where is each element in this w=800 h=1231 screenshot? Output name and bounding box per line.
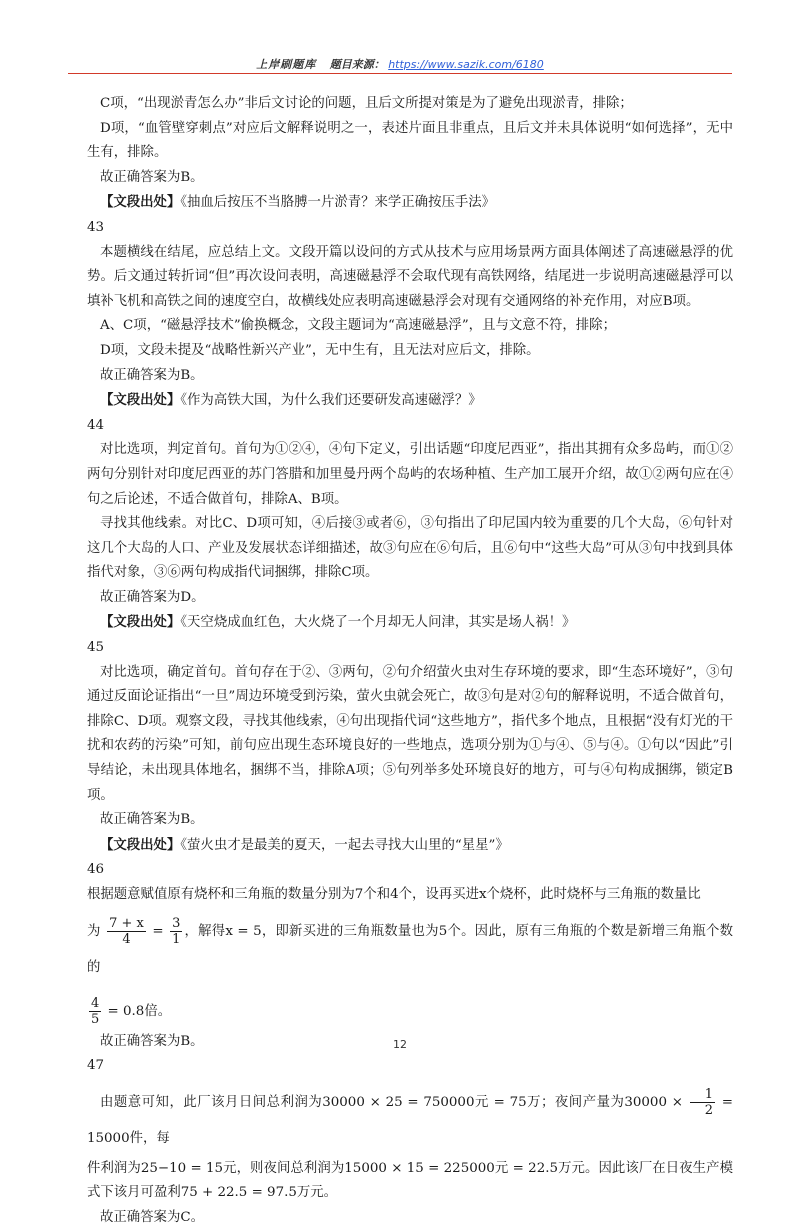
source-label: 【文段出处】 <box>100 836 181 853</box>
page-number: 12 <box>393 1038 407 1051</box>
source-label: 【文段出处】 <box>100 614 181 631</box>
fraction-numerator: 1 <box>690 1087 715 1103</box>
fraction-numerator: 7 + x <box>109 915 144 931</box>
equation-line <box>87 994 733 1030</box>
paragraph: A、C项，“磁悬浮技术”偷换概念，文段主题词为“高速磁悬浮”，且与文意不符，排除； <box>100 318 616 334</box>
source-title: 《天空烧成血红色，大火烧了一个月却无人问津，其实是场人祸！》 <box>180 615 576 631</box>
equation-line <box>87 914 733 986</box>
source-line <box>87 388 733 414</box>
question-number: 47 <box>87 1058 105 1074</box>
page-header <box>0 56 800 72</box>
fraction-denominator: 2 <box>704 1102 713 1118</box>
header-source-link[interactable]: https://www.sazik.com/6180 <box>388 58 544 71</box>
fraction <box>170 916 182 947</box>
answer-line: 故正确答案为B。 <box>100 169 204 185</box>
header-source-label: 题目来源： <box>329 58 385 71</box>
fraction <box>89 996 101 1027</box>
answer-explanations <box>87 92 733 1231</box>
question-number: 46 <box>87 862 105 878</box>
paragraph: 对比选项，确定首句。首句存在于②、③两句，②句介绍萤火虫对生存环境的要求，即“生态环境好”，③句通过反面论证指出“一旦”周边环境受到污染，萤火虫就会死亡，故③句是对②句的解释说明，不适合做首句，排除C、D项。观察文段，寻找其他线索，④句出现指代词“这些地方”，指代多个地点，且根据“没有灯光的干扰和农药的污染”可知，前句应出现生态环境良好的一些地点，选项分别为①与④、⑤与④。①句以“因此”引导结论，未出现具体地名，捆绑不当，排除A项；⑤句列举多处环境良好的地方，可与④句构成捆绑，锁定B项。 <box>87 664 733 803</box>
text-span: = 15000件，每 <box>87 1094 733 1146</box>
paragraph: 对比选项，判定首句。首句为①②④，④句下定义，引出话题“印度尼西亚”，指出其拥有众多岛屿，而①②两句分别针对印度尼西亚的苏门答腊和加里曼丹两个岛屿的农场种植、生产加工展开介绍，故①②两句应在④句之后论述，不适合做首句，排除A、B项。 <box>87 442 733 507</box>
source-line <box>87 190 733 216</box>
fraction <box>107 916 146 947</box>
text-span: = 0.8倍。 <box>107 1003 172 1019</box>
text-span: 由题意可知，此厂该月日间总利润为30000 × 25 = 750000元 = 75万；夜间产量为30000 × <box>100 1094 683 1110</box>
paragraph: 寻找其他线索。对比C、D项可知，④后接③或者⑥，③句指出了印尼国内较为重要的几个大岛，⑥句针对这几个大岛的人口、产业及发展状态详细描述，故③句应在⑥句后，且⑥句中“这些大岛”可从③句中找到具体指代对象，③⑥两句构成指代词捆绑，排除C项。 <box>87 516 733 581</box>
paragraph: C项，“出现淤青怎么办”非后文讨论的问题，且后文所提对策是为了避免出现淤青，排除； <box>100 96 633 111</box>
paragraph: 本题横线在结尾，应总结上文。文段开篇以设问的方式从技术与应用场景两方面具体阐述了高速磁悬浮的优势。后文通过转折词“但”再次设问表明，高速磁悬浮不会取代现有高铁网络，结尾进一步说明高速磁悬浮可以填补飞机和高铁之间的速度空白，故横线处应表明高速磁悬浮会对现有交通网络的补充作用，对应B项。 <box>87 244 733 309</box>
source-title: 《萤火虫才是最美的夏天，一起去寻找大山里的“星星”》 <box>180 837 509 853</box>
answer-line: 故正确答案为C。 <box>100 1209 204 1225</box>
paragraph: 件利润为25−10 = 15元，则夜间总利润为15000 × 15 = 225000元 = 22.5万元。因此该厂在日夜生产模式下该月可盈利75 + 22.5 = 97.5万元。 <box>87 1160 733 1201</box>
question-number: 45 <box>87 640 105 656</box>
answer-line: 故正确答案为B。 <box>100 1033 204 1049</box>
fraction-denominator: 4 <box>122 931 131 947</box>
source-label: 【文段出处】 <box>100 194 181 211</box>
source-line <box>87 610 733 636</box>
question-number: 44 <box>87 417 105 433</box>
text-span: 为 <box>87 923 101 939</box>
fraction-numerator: 3 <box>172 915 181 931</box>
header-brand: 上岸刷题库 <box>256 58 317 71</box>
equation-line <box>87 1085 733 1157</box>
question-number: 43 <box>87 219 105 235</box>
answer-line: 故正确答案为B。 <box>100 367 204 383</box>
text-span: ，解得x = 5，即新买进的三角瓶数量也为5个。因此，原有三角瓶的个数是新增三角瓶个数的 <box>87 923 734 975</box>
source-line <box>87 833 733 859</box>
answer-line: 故正确答案为D。 <box>100 589 205 605</box>
paragraph: D项，“血管壁穿刺点”对应后文解释说明之一，表述片面且非重点，且后文并未具体说明“如何选择”，无中生有，排除。 <box>87 120 733 161</box>
answer-line: 故正确答案为B。 <box>100 812 204 828</box>
fraction-numerator: 4 <box>91 995 100 1011</box>
equals-sign: = <box>152 923 164 939</box>
paragraph: D项，文段未提及“战略性新兴产业”，无中生有，且无法对应后文，排除。 <box>100 342 540 358</box>
fraction-denominator: 1 <box>172 931 181 947</box>
source-title: 《作为高铁大国，为什么我们还要研发高速磁浮？》 <box>180 393 482 409</box>
fraction <box>690 1087 715 1118</box>
source-label: 【文段出处】 <box>100 392 181 409</box>
fraction-denominator: 5 <box>91 1011 100 1027</box>
source-title: 《抽血后按压不当胳膊一片淤青？来学正确按压手法》 <box>180 195 496 211</box>
paragraph: 根据题意赋值原有烧杯和三角瓶的数量分别为7个和4个，设再买进x个烧杯，此时烧杯与三角瓶的数量比 <box>87 887 701 902</box>
header-divider <box>68 73 732 74</box>
